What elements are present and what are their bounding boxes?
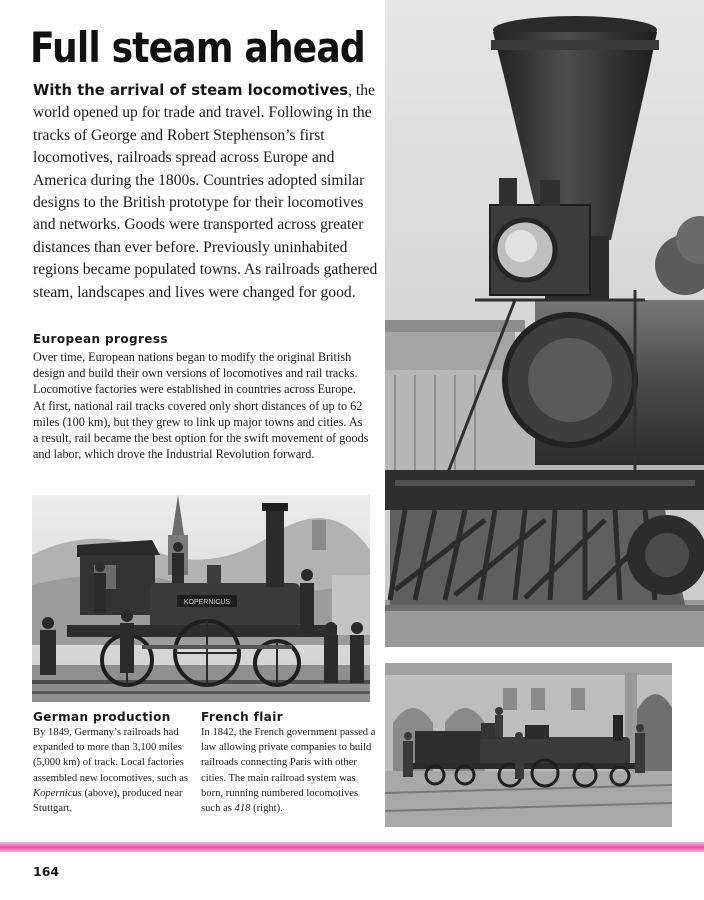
french-flair-section [201,710,379,816]
footer-accent-bar [0,842,704,852]
french-text-end: (right). [250,803,283,815]
french-flair-text [201,725,379,816]
intro-paragraph [33,80,378,304]
page-number: 164 [33,864,60,879]
german-production-text [33,725,193,816]
main-locomotive-photo [385,0,704,647]
european-progress-heading: European progress [33,332,168,346]
german-production-section [33,710,193,816]
french-text-start: In 1842, the French government passed a law allowing private companies to build railroads connecting Paris with other cities. The main railroad system was born, running numbered locomotives such as [201,727,376,815]
german-locomotive-photo [32,495,370,702]
main-locomotive-illustration [385,0,704,647]
intro-lead: With the arrival of steam locomotives [33,82,349,99]
french-locomotive-photo [385,663,672,827]
intro-text: , the world opened up for trade and travel. Following in the tracks of George and Robert Stephenson’s first locomotives, railroads spread across Europe and America during the 1800s. Countries adopted similar designs to the British prototype for their locomotives and networks. Goods were transported across greater distances than ever before. Previously uninhabited regions became populated towns. As railroads gathered steam, landscapes and lives were changed for good. [33,82,378,301]
german-text-start: By 1849, Germany’s railroads had expanded to more than 3,100 miles (5,000 km) of track. Local factories assembled new locomotives, such as [33,727,189,784]
kopernicus-nameplate: KOPERNICUS [183,599,231,606]
german-text-italic: Kopernicus [33,787,82,799]
european-progress-section [33,332,369,462]
german-production-heading: German production [33,710,171,724]
kopernicus-illustration [32,495,370,702]
french-text-italic: 418 [234,803,251,815]
german-text-end: (above), produced near Stuttgart. [33,787,183,815]
page-title: Full steam ahead [30,23,365,72]
locomotive-418-illustration [385,663,672,827]
european-progress-text: Over time, European nations began to modify the original British design and build their own versions of locomotives and rail tracks. Locomotive factories were established in countries across Europe. At first, national rail tracks covered only short distances of up to 62 miles (100 km), but they grew to link up major towns and cities. As a result, rail became the best option for the swift movement of goods and labor, which drove the Industrial Revolution forward. [33,350,369,462]
french-flair-heading: French flair [201,710,284,724]
